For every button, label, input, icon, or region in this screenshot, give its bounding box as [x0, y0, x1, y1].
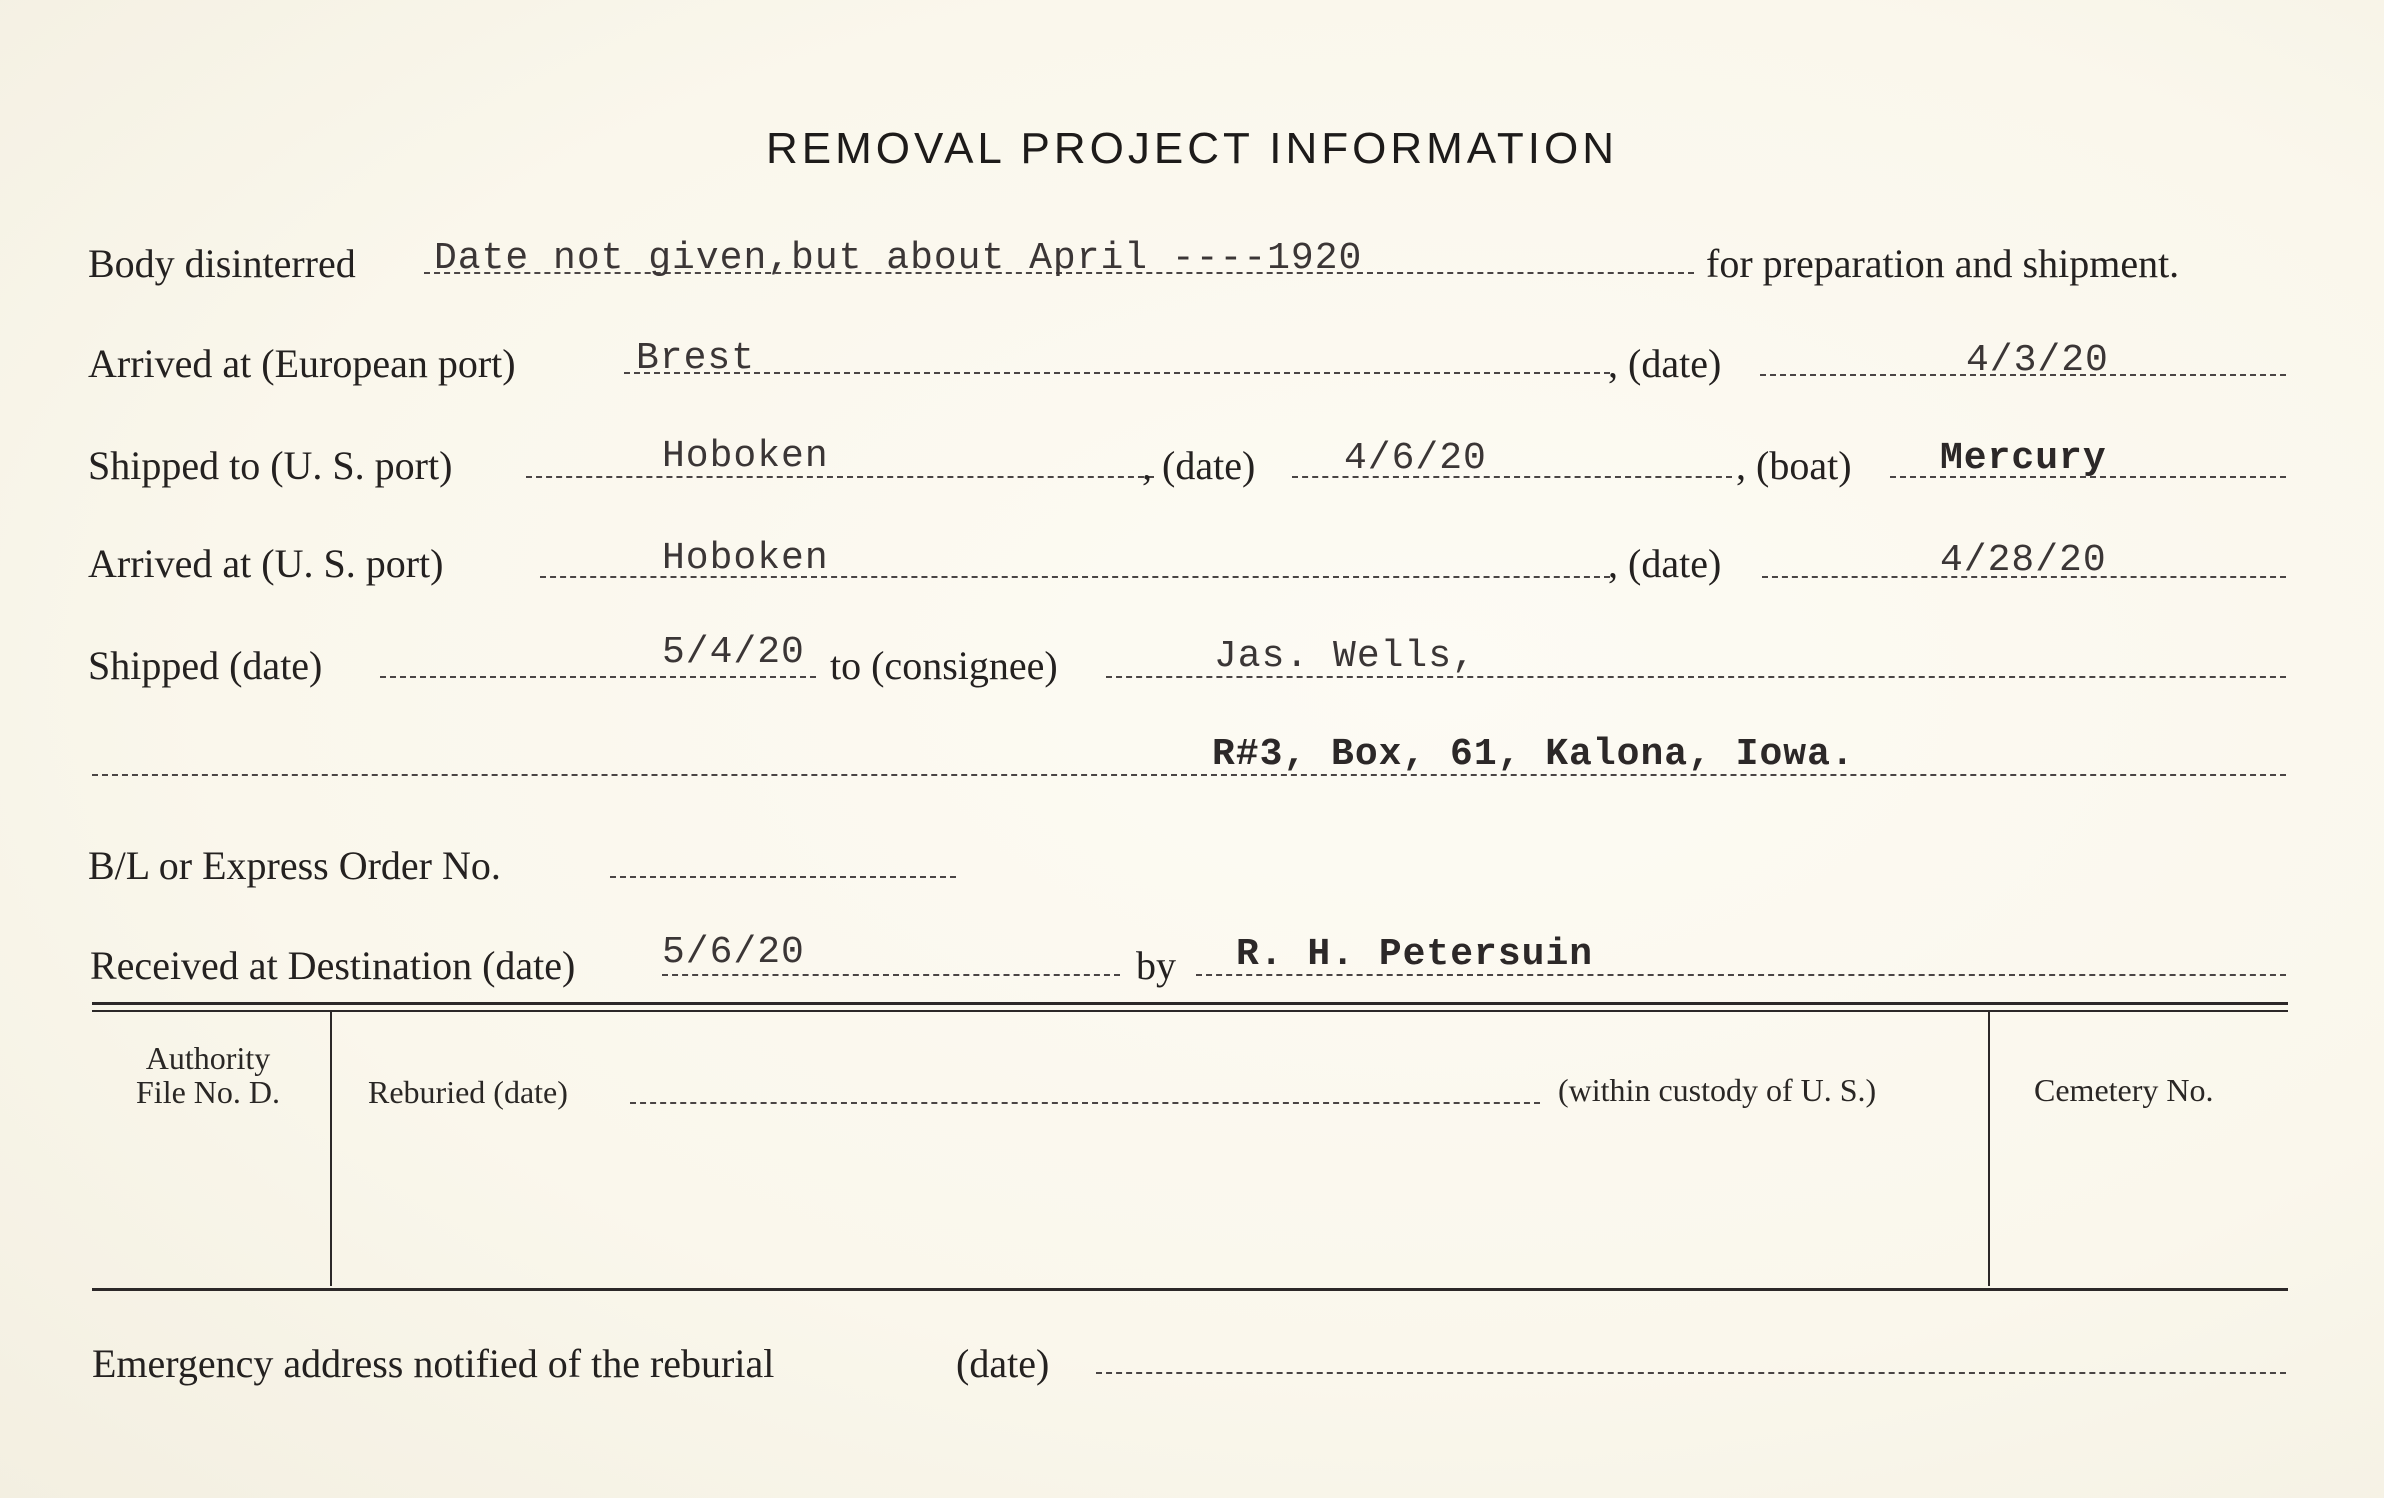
disinterred-value: Date not given,but about April ----1920	[434, 237, 1363, 280]
card-title	[766, 124, 1618, 174]
emergency-line	[1096, 1372, 2286, 1374]
received-by-value: R. H. Petersuin	[1236, 933, 1594, 976]
disinterred-label: Body disinterred	[88, 241, 356, 286]
bl-label: B/L or Express Order No.	[88, 843, 501, 888]
emergency-date-label: (date)	[956, 1341, 1050, 1386]
cemetery-label: Cemetery No.	[2034, 1072, 2214, 1108]
european-port-label: Arrived at (European port)	[88, 341, 516, 386]
shipped-label: Shipped (date)	[88, 643, 323, 688]
european-port-date-label: , (date)	[1608, 341, 1722, 386]
consignee-label: to (consignee)	[830, 643, 1058, 688]
reburied-label: Reburied (date)	[368, 1074, 568, 1110]
double-rule-top	[92, 1002, 2288, 1005]
shipped-to-date-value: 4/6/20	[1344, 437, 1487, 480]
received-date-value: 5/6/20	[662, 931, 805, 974]
arrived-us-date-label: , (date)	[1608, 541, 1722, 586]
arrived-us-label: Arrived at (U. S. port)	[88, 541, 444, 586]
authority-label-line2: File No. D.	[136, 1073, 280, 1110]
reburied-line	[630, 1102, 1540, 1104]
shipped-to-label: Shipped to (U. S. port)	[88, 443, 453, 488]
consignee-address: R#3, Box, 61, Kalona, Iowa.	[1212, 733, 1855, 776]
received-label: Received at Destination (date)	[90, 943, 576, 988]
custody-label: (within custody of U. S.)	[1558, 1072, 1877, 1108]
shipped-to-line	[526, 476, 1154, 478]
authority-label	[124, 1042, 292, 1109]
double-rule-bottom	[92, 1010, 2288, 1012]
table-divider-left	[330, 1012, 332, 1286]
european-port-value: Brest	[636, 337, 756, 380]
bl-line	[610, 876, 956, 878]
received-by-label: by	[1136, 943, 1176, 988]
shipped-to-boat-label: , (boat)	[1736, 443, 1852, 488]
table-bottom-rule	[92, 1288, 2288, 1291]
title-text: REMOVAL PROJECT INFORMATION	[766, 124, 1618, 173]
shipped-to-value: Hoboken	[662, 435, 829, 478]
european-port-date-value: 4/3/20	[1966, 339, 2109, 382]
received-date-line	[662, 974, 1120, 976]
disinterred-suffix: for preparation and shipment.	[1706, 241, 2180, 286]
shipped-to-date-label: , (date)	[1142, 443, 1256, 488]
shipped-date-value: 5/4/20	[662, 631, 805, 674]
european-port-line	[624, 372, 1610, 374]
emergency-label: Emergency address notified of the reburial	[92, 1341, 775, 1386]
shipped-date-line	[380, 676, 816, 678]
arrived-us-date-value: 4/28/20	[1940, 539, 2107, 582]
consignee-address-line	[92, 774, 2286, 776]
authority-label-line1: Authority	[145, 1040, 271, 1076]
arrived-us-value: Hoboken	[662, 537, 829, 580]
table-divider-right	[1988, 1012, 1990, 1286]
consignee-name: Jas. Wells,	[1214, 635, 1476, 678]
shipped-to-boat-value: Mercury	[1940, 437, 2107, 480]
